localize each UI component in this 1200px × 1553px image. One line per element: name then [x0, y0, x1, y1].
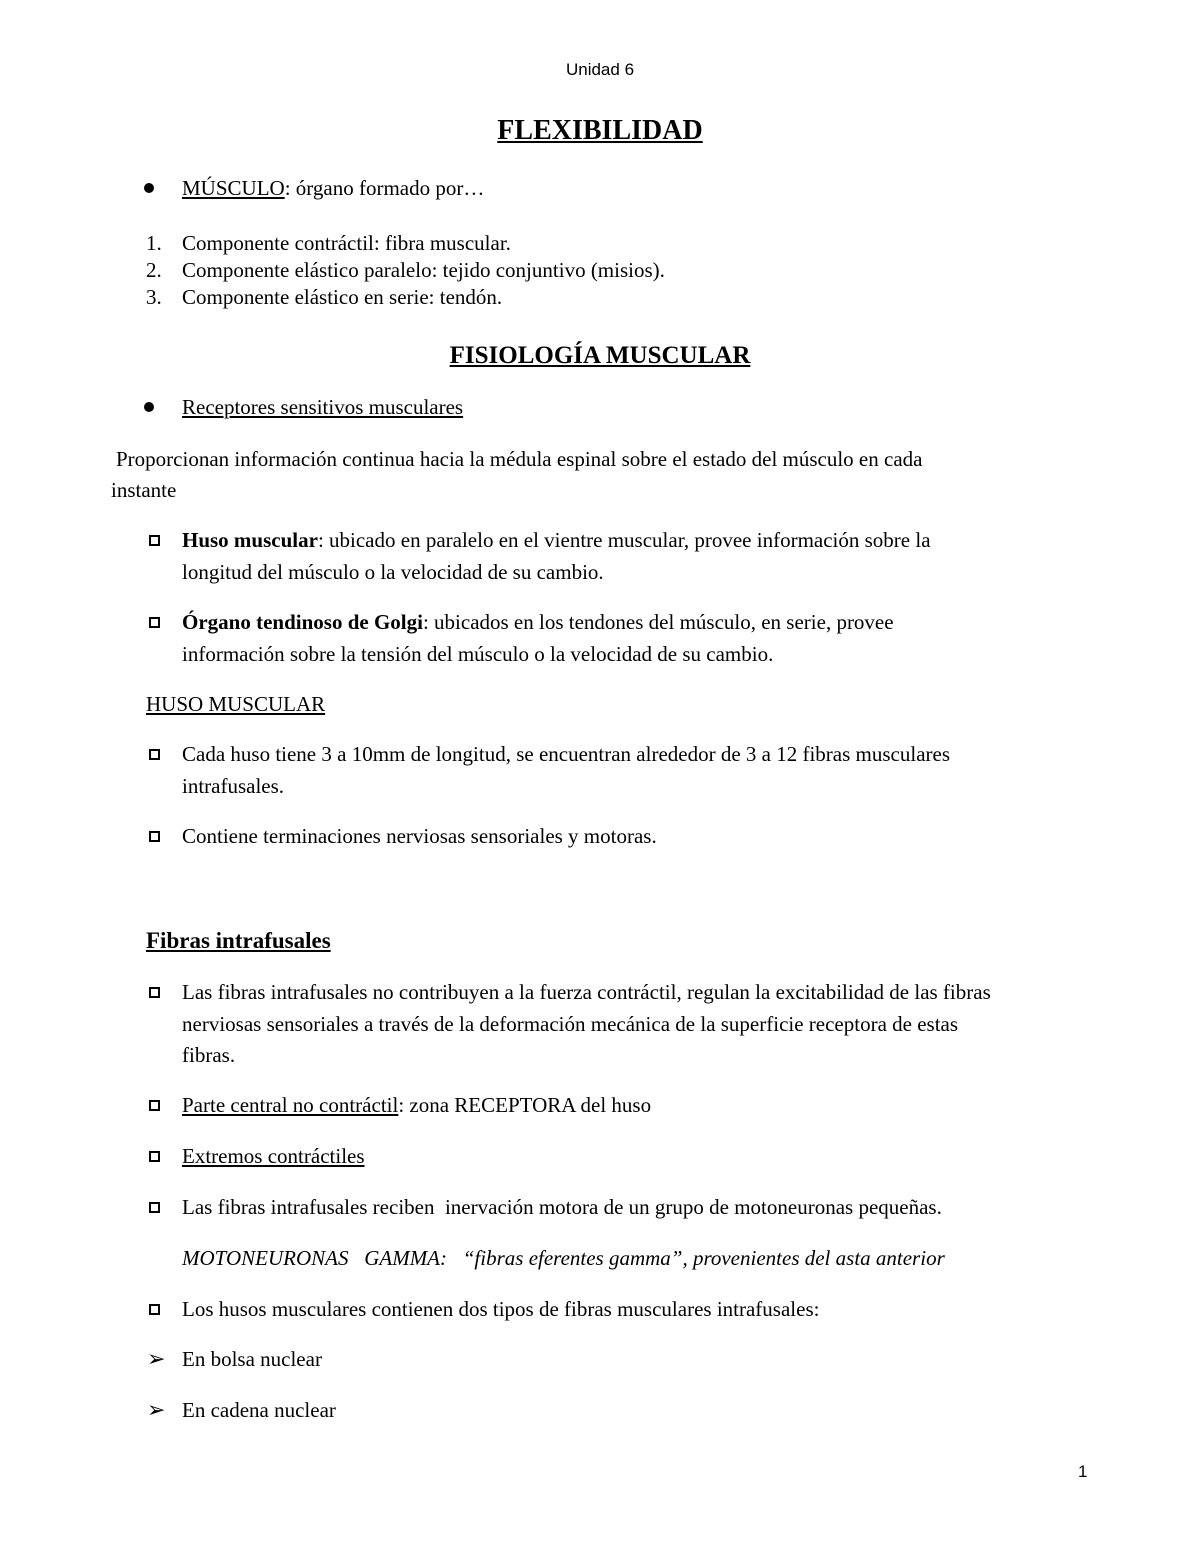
receptores-heading: Receptores sensitivos musculares [182, 395, 464, 419]
checkbox-bullet-icon [149, 1304, 160, 1315]
list-number: 3. [146, 285, 162, 309]
list-item-continuation: intrafusales. [182, 774, 285, 798]
list-item: Componente elástico paralelo: tejido conjuntivo (misios). [182, 258, 665, 282]
arrow-bullet-icon: ➢ [147, 1397, 166, 1422]
checkbox-bullet-icon [149, 987, 160, 998]
list-number: 1. [146, 231, 162, 255]
list-item: En bolsa nuclear [182, 1347, 322, 1371]
musculo-line [182, 178, 484, 199]
section-title: FISIOLOGÍA MUSCULAR [449, 342, 751, 369]
checkbox-bullet-icon [149, 831, 160, 842]
list-item-continuation: fibras. [182, 1043, 236, 1067]
musculo-label: MÚSCULO [182, 176, 285, 200]
list-item: Parte central no contráctil: zona RECEPTORA del huso [182, 1093, 652, 1117]
list-item: Cada huso tiene 3 a 10mm de longitud, se encuentran alrededor de 3 a 12 fibras musculares [182, 742, 951, 766]
list-item: Las fibras intrafusales reciben inervación motora de un grupo de motoneuronas pequeñas. [182, 1195, 942, 1219]
list-item: Extremos contráctiles [182, 1144, 365, 1168]
page-number: 1 [1078, 1462, 1088, 1481]
list-number: 2. [146, 258, 162, 282]
list-item-continuation: nerviosas sensoriales a través de la deformación mecánica de la superficie receptora de estas [182, 1012, 959, 1036]
list-item: Los husos musculares contienen dos tipos de fibras musculares intrafusales: [182, 1297, 820, 1321]
paragraph-line: instante [111, 478, 177, 502]
list-item: Contiene terminaciones nerviosas sensoriales y motoras. [182, 824, 657, 848]
bullet-dot-icon [144, 402, 154, 412]
list-item-continuation: información sobre la tensión del músculo o la velocidad de su cambio. [182, 642, 774, 666]
subsection-heading: Fibras intrafusales [146, 928, 331, 953]
list-item: Componente elástico en serie: tendón. [182, 285, 503, 309]
paragraph-line: Proporcionan información continua hacia la médula espinal sobre el estado del músculo en cada [116, 447, 923, 471]
term-desc: : ubicado en paralelo en el vientre muscular, provee información sobre la [317, 528, 931, 552]
document-title: FLEXIBILIDAD [497, 115, 703, 146]
checkbox-bullet-icon [149, 1202, 160, 1213]
list-item-continuation: longitud del músculo o la velocidad de su cambio. [182, 560, 604, 584]
musculo-rest: : órgano formado por… [284, 176, 485, 200]
list-item [182, 612, 894, 633]
list-item: Las fibras intrafusales no contribuyen a la fuerza contráctil, regulan la excitabilidad de las fibras [182, 980, 991, 1004]
subsection-heading: HUSO MUSCULAR [146, 692, 326, 716]
checkbox-bullet-icon [149, 617, 160, 628]
list-item: Componente contráctil: fibra muscular. [182, 231, 511, 255]
term-bold: Huso muscular [182, 528, 318, 552]
checkbox-bullet-icon [149, 535, 160, 546]
checkbox-bullet-icon [149, 1100, 160, 1111]
checkbox-bullet-icon [149, 749, 160, 760]
arrow-bullet-icon: ➢ [147, 1346, 166, 1371]
term-desc: : ubicados en los tendones del músculo, en serie, provee [422, 610, 894, 634]
term-bold: Órgano tendinoso de Golgi [182, 610, 423, 634]
gamma-note: MOTONEURONAS GAMMA: “fibras eferentes gamma”, provenientes del asta anterior [182, 1246, 945, 1270]
bullet-dot-icon [144, 183, 154, 193]
list-item: En cadena nuclear [182, 1398, 336, 1422]
page-header: Unidad 6 [565, 60, 635, 79]
checkbox-bullet-icon [149, 1151, 160, 1162]
list-item [182, 530, 931, 551]
